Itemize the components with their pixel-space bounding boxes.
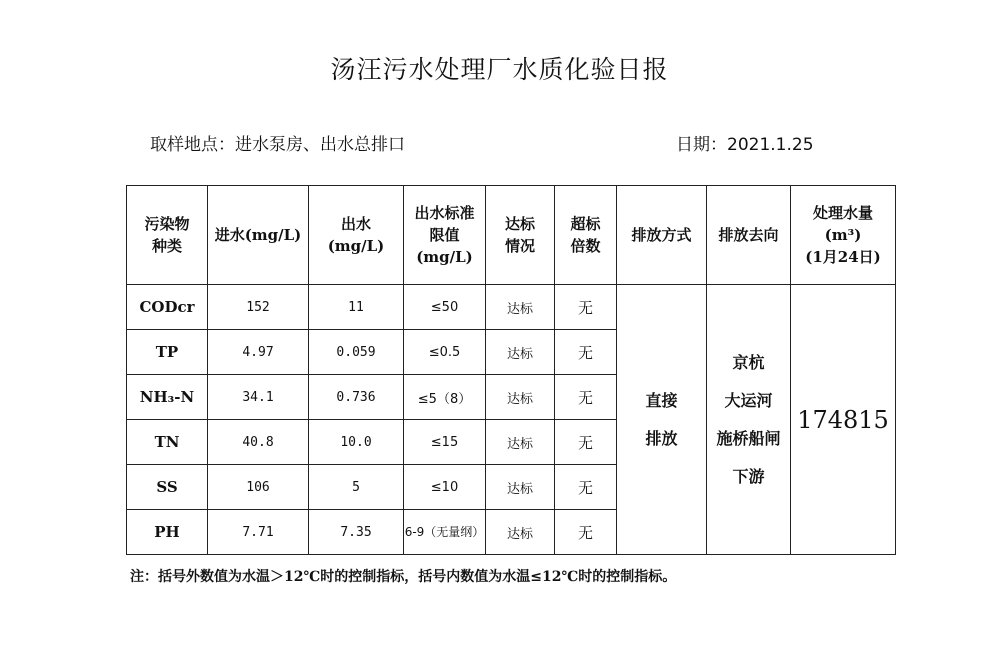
limit-value: ≤15 bbox=[404, 420, 486, 465]
outflow-value: 0.059 bbox=[309, 330, 404, 375]
exceed-value: 无 bbox=[555, 465, 617, 510]
status-value: 达标 bbox=[486, 465, 555, 510]
report-title: 汤汪污水处理厂水质化验日报 bbox=[330, 55, 669, 84]
pollutant-name: PH bbox=[127, 510, 208, 555]
pollutant-name: SS bbox=[127, 465, 208, 510]
water-quality-table bbox=[126, 185, 896, 555]
inflow-value: 7.71 bbox=[208, 510, 309, 555]
inflow-value: 40.8 bbox=[208, 420, 309, 465]
header-discharge-method: 排放方式 bbox=[617, 186, 707, 285]
exceed-value: 无 bbox=[555, 285, 617, 330]
discharge-method-cell: 直接 排放 bbox=[617, 285, 707, 555]
exceed-value: 无 bbox=[555, 420, 617, 465]
sampling-location: 取样地点：进水泵房、出水总排口 bbox=[150, 135, 405, 155]
footnote: 注：括号外数值为水温＞12℃时的控制指标，括号内数值为水温≤12℃时的控制指标。 bbox=[130, 569, 677, 585]
status-value: 达标 bbox=[486, 420, 555, 465]
limit-value: 6-9（无量纲） bbox=[404, 510, 486, 555]
discharge-dest-cell: 京杭 大运河 施桥船闸 下游 bbox=[707, 285, 791, 555]
limit-value: ≤0.5 bbox=[404, 330, 486, 375]
inflow-value: 152 bbox=[208, 285, 309, 330]
report-date: 日期：2021.1.25 bbox=[676, 135, 814, 155]
header-row bbox=[127, 186, 896, 285]
status-value: 达标 bbox=[486, 375, 555, 420]
treated-volume: 174815 bbox=[791, 285, 896, 555]
limit-value: ≤5（8） bbox=[404, 375, 486, 420]
outflow-value: 10.0 bbox=[309, 420, 404, 465]
table-row bbox=[127, 285, 896, 330]
header-status: 达标 情况 bbox=[486, 186, 555, 285]
inflow-value: 4.97 bbox=[208, 330, 309, 375]
limit-value: ≤10 bbox=[404, 465, 486, 510]
header-exceed: 超标 倍数 bbox=[555, 186, 617, 285]
header-volume: 处理水量 (m³) (1月24日) bbox=[791, 186, 896, 285]
header-inflow: 进水(mg/L) bbox=[208, 186, 309, 285]
inflow-value: 106 bbox=[208, 465, 309, 510]
exceed-value: 无 bbox=[555, 510, 617, 555]
header-limit: 出水标准 限值 (mg/L) bbox=[404, 186, 486, 285]
pollutant-name: CODcr bbox=[127, 285, 208, 330]
outflow-value: 5 bbox=[309, 465, 404, 510]
outflow-value: 11 bbox=[309, 285, 404, 330]
pollutant-name: TP bbox=[127, 330, 208, 375]
pollutant-name: NH₃-N bbox=[127, 375, 208, 420]
pollutant-name: TN bbox=[127, 420, 208, 465]
outflow-value: 0.736 bbox=[309, 375, 404, 420]
exceed-value: 无 bbox=[555, 375, 617, 420]
exceed-value: 无 bbox=[555, 330, 617, 375]
inflow-value: 34.1 bbox=[208, 375, 309, 420]
header-outflow: 出水 (mg/L) bbox=[309, 186, 404, 285]
status-value: 达标 bbox=[486, 510, 555, 555]
status-value: 达标 bbox=[486, 285, 555, 330]
header-discharge-dest: 排放去向 bbox=[707, 186, 791, 285]
limit-value: ≤50 bbox=[404, 285, 486, 330]
outflow-value: 7.35 bbox=[309, 510, 404, 555]
status-value: 达标 bbox=[486, 330, 555, 375]
header-pollutant: 污染物 种类 bbox=[127, 186, 208, 285]
